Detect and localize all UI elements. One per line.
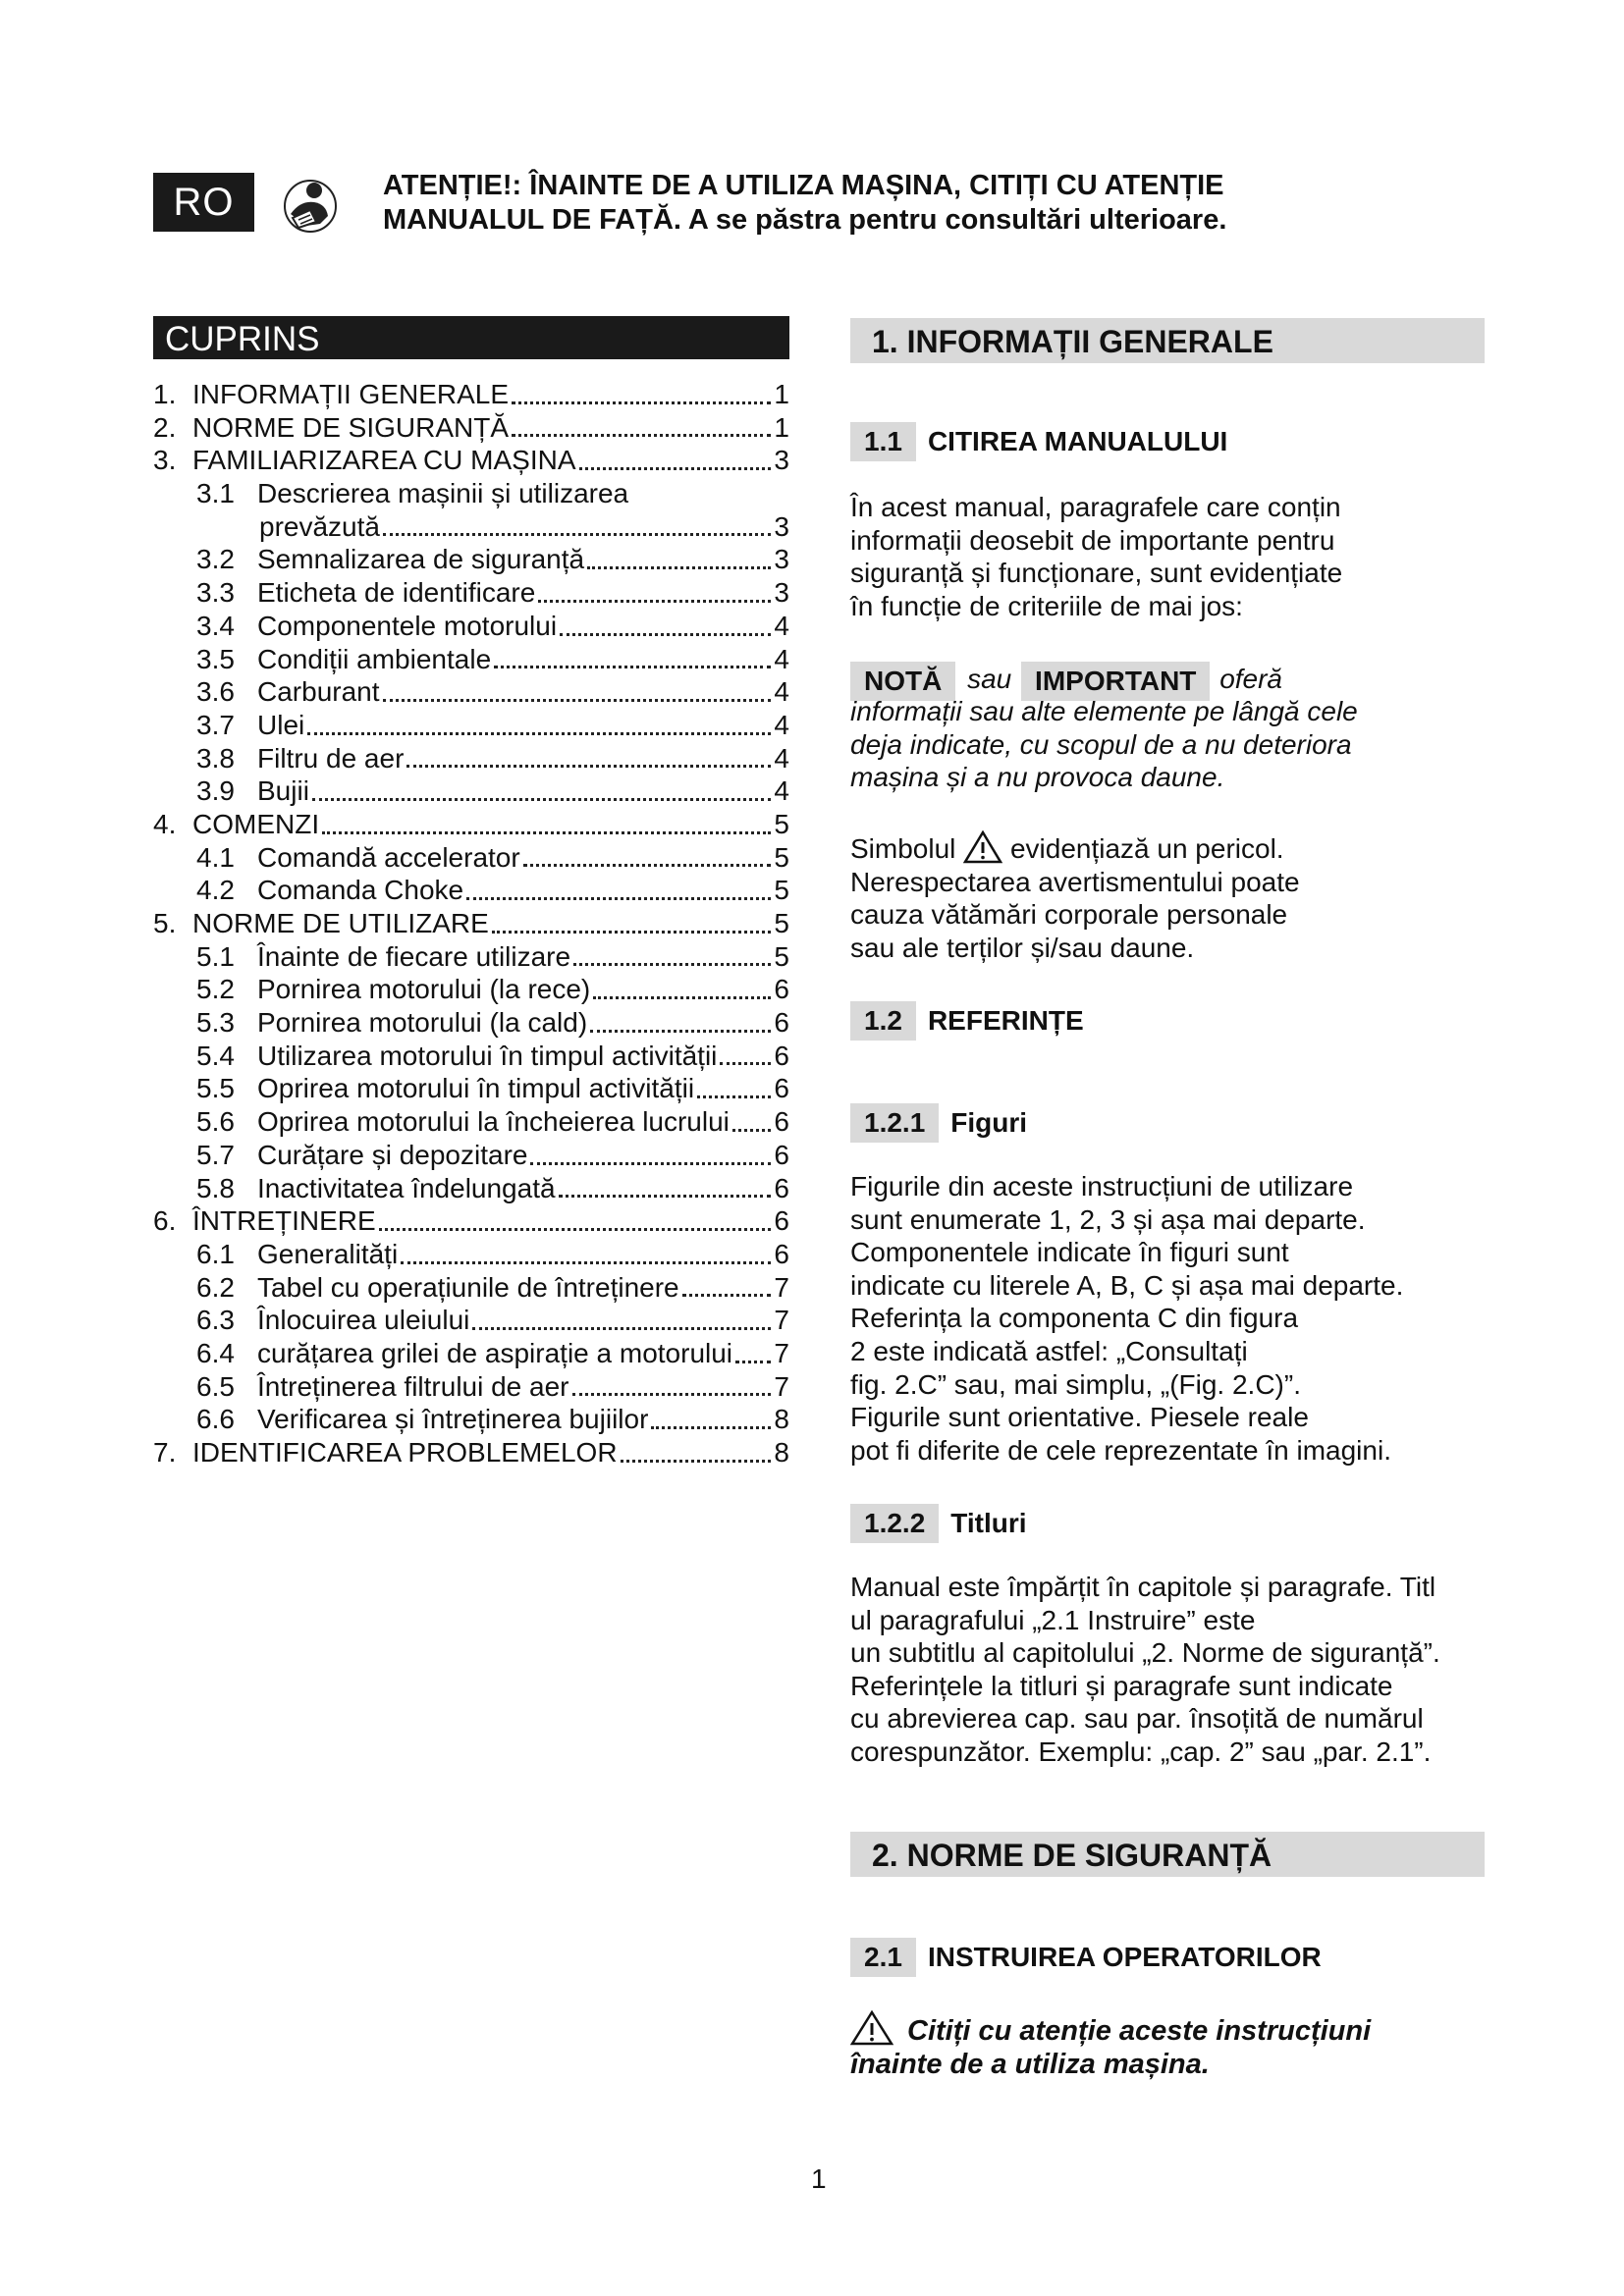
toc-item-number: 3.5: [196, 643, 235, 674]
text-line: sunt enumerate 1, 2, 3 și așa mai departe.: [850, 1203, 1366, 1235]
toc-item-label: NORME DE SIGURANȚĂ: [192, 411, 510, 443]
toc-item[interactable]: [153, 974, 789, 1007]
toc-leader-dots: [651, 1426, 771, 1429]
section-2-title: 2. NORME DE SIGURANȚĂ: [850, 1832, 1485, 1877]
subsection-1-2-heading: [850, 1001, 1084, 1041]
section-1-title: 1. INFORMAȚII GENERALE: [850, 318, 1485, 363]
toc-item-number: 5.7: [196, 1139, 235, 1170]
toc-item-label: Comandă accelerator: [257, 841, 520, 873]
toc-item-number: 7.: [153, 1437, 177, 1468]
toc-item-label: Filtru de aer: [257, 742, 405, 774]
text-line: fig. 2.C” sau, mai simplu, „(Fig. 2.C)”.: [850, 1368, 1301, 1400]
note-important-block: [850, 660, 1498, 794]
toc-item[interactable]: [153, 875, 789, 908]
text-line: cu abrevierea cap. sau par. însoțită de numărul: [850, 1703, 1424, 1735]
toc-item-number: 6.2: [196, 1271, 235, 1303]
toc-title: CUPRINS: [153, 316, 789, 359]
toc-item[interactable]: [153, 412, 789, 446]
toc-item-continuation[interactable]: [153, 511, 789, 545]
toc-leader-dots: [512, 434, 771, 437]
text-line: în funcție de criteriile de mai jos:: [850, 590, 1243, 621]
note-text-first: oferă: [1219, 664, 1283, 694]
important-tag: IMPORTANT: [1021, 662, 1210, 701]
text-line: Referințele la titluri și paragrafe sunt indicate: [850, 1670, 1393, 1701]
table-of-contents: [153, 379, 789, 1470]
toc-leader-dots: [720, 1062, 771, 1065]
warning-triangle-icon: [850, 2010, 893, 2046]
text-line: Figurile sunt orientative. Piesele reale: [850, 1402, 1309, 1433]
subsection-1-2-2-heading: [850, 1504, 1027, 1543]
text-line: 2 este indicată astfel: „Consultați: [850, 1335, 1248, 1366]
toc-item-number: 3.9: [196, 775, 235, 807]
toc-item[interactable]: [153, 1173, 789, 1206]
toc-item-label: prevăzută: [259, 510, 380, 542]
toc-item-label: Întreținerea filtrului de aer: [257, 1370, 569, 1402]
warning-line-2: MANUALUL DE FAȚĂ. A se păstra pentru consultări ulterioare.: [383, 204, 1227, 236]
toc-item-page: 6: [774, 1106, 789, 1138]
toc-item[interactable]: [153, 710, 789, 743]
toc-item-number: 6.3: [196, 1305, 235, 1336]
toc-item[interactable]: [153, 809, 789, 842]
toc-item-page: 7: [774, 1271, 789, 1303]
text-line: Manual este împărțit în capitole și paragrafe. Titl: [850, 1572, 1436, 1602]
toc-item-page: 6: [774, 1073, 789, 1104]
toc-item-page: 5: [774, 940, 789, 972]
toc-item-number: 4.: [153, 808, 177, 839]
toc-item[interactable]: [153, 478, 789, 511]
toc-item-label: NORME DE UTILIZARE: [192, 908, 489, 938]
text-line: siguranță și funcționare, sunt evidențiate: [850, 558, 1343, 589]
toc-item-page: 4: [774, 643, 789, 674]
toc-item[interactable]: [153, 908, 789, 941]
subsection-1-2-1-heading: [850, 1103, 1027, 1143]
toc-item-label: Oprirea motorului la încheierea lucrului: [257, 1106, 730, 1138]
toc-item[interactable]: [153, 1371, 789, 1405]
toc-item-number: 5.6: [196, 1106, 235, 1138]
toc-item-page: 4: [774, 775, 789, 807]
text-line: În acest manual, paragrafele care conțin: [850, 492, 1341, 522]
text-line: Componentele indicate în figuri sunt: [850, 1237, 1289, 1268]
toc-item-number: 3.8: [196, 742, 235, 774]
toc-item[interactable]: [153, 775, 789, 809]
toc-item-page: 3: [774, 577, 789, 609]
toc-item-label: INFORMAȚII GENERALE: [192, 379, 510, 409]
toc-leader-dots: [466, 897, 771, 900]
toc-item-number: 5.2: [196, 974, 235, 1005]
toc-leader-dots: [307, 732, 771, 735]
toc-item-number: 6.4: [196, 1337, 235, 1368]
toc-item-number: 3.2: [196, 544, 235, 575]
toc-item-page: 5: [774, 875, 789, 906]
toc-item-page: 3: [774, 544, 789, 575]
text-line: informații sau alte elemente pe lângă cele: [850, 696, 1358, 726]
subsection-1-1-heading: [850, 422, 1227, 461]
toc-leader-dots: [512, 401, 771, 404]
toc-leader-dots: [494, 666, 771, 668]
toc-item-label: Pornirea motorului (la rece): [257, 974, 591, 1005]
toc-item-page: 8: [774, 1437, 789, 1468]
toc-item-label: Bujii: [257, 775, 309, 807]
toc-item-page: 4: [774, 742, 789, 774]
read-manual-icon: [277, 175, 340, 238]
toc-item-number: 3.4: [196, 610, 235, 641]
toc-leader-dots: [697, 1095, 771, 1098]
subsection-title: INSTRUIREA OPERATORILOR: [927, 1942, 1322, 1972]
subsection-title: CITIREA MANUALULUI: [927, 426, 1228, 456]
toc-leader-dots: [523, 864, 772, 867]
toc-item-page: 6: [774, 1007, 789, 1039]
toc-item-label: Componentele motorului: [257, 610, 558, 641]
toc-item[interactable]: [153, 1073, 789, 1106]
toc-item[interactable]: [153, 1106, 789, 1140]
toc-item-label: Semnalizarea de siguranță: [257, 544, 585, 575]
toc-item-number: 3.: [153, 445, 177, 476]
toc-item-label: Carburant: [257, 676, 380, 708]
warning-triangle-icon: [963, 830, 1002, 864]
toc-item-page: 1: [774, 411, 789, 443]
toc-item-page: 7: [774, 1305, 789, 1336]
toc-item-number: 2.: [153, 411, 177, 443]
text-line: deja indicate, cu scopul de a nu deteriora: [850, 728, 1352, 760]
toc-item-page: 5: [774, 808, 789, 839]
toc-item-number: 3.6: [196, 676, 235, 708]
toc-item[interactable]: [153, 1437, 789, 1470]
toc-item[interactable]: [153, 1205, 789, 1239]
paragraph-figures: [850, 1170, 1498, 1467]
toc-item-label: Pornirea motorului (la cald): [257, 1007, 588, 1039]
toc-leader-dots: [383, 699, 772, 702]
toc-item-page: 6: [774, 1040, 789, 1071]
toc-item-label: Descrierea mașinii și utilizarea: [257, 478, 629, 509]
toc-item-label: Înainte de fiecare utilizare: [257, 940, 571, 972]
toc-item-number: 6.: [153, 1205, 177, 1237]
text-line: Figurile din aceste instrucțiuni de utilizare: [850, 1171, 1354, 1201]
toc-item-label: Condiții ambientale: [257, 643, 492, 674]
paragraph-titles: [850, 1571, 1498, 1769]
toc-item-label: Generalități: [257, 1238, 399, 1269]
toc-item-page: 4: [774, 709, 789, 740]
toc-item-page: 3: [774, 445, 789, 476]
toc-item-label: Curățare și depozitare: [257, 1139, 528, 1170]
toc-item-page: 1: [774, 379, 789, 409]
toc-item-label: Oprirea motorului în timpul activității: [257, 1073, 695, 1104]
toc-leader-dots: [682, 1294, 772, 1297]
toc-item-label: curățarea grilei de aspirație a motorului: [257, 1337, 733, 1368]
toc-item-number: 5.8: [196, 1172, 235, 1203]
toc-leader-dots: [559, 1195, 772, 1198]
text-line: mașina și a nu provoca daune.: [850, 762, 1225, 793]
toc-item-page: 6: [774, 974, 789, 1005]
toc-leader-dots: [472, 1327, 771, 1330]
toc-item-label: Tabel cu operațiunile de întreținere: [257, 1271, 679, 1303]
toc-item-page: 5: [774, 908, 789, 938]
toc-item-number: 5.: [153, 908, 177, 938]
toc-item[interactable]: [153, 1305, 789, 1338]
subsection-title: Figuri: [950, 1107, 1028, 1138]
toc-item-label: Înlocuirea uleiului: [257, 1305, 470, 1336]
toc-item-label: COMENZI: [192, 808, 320, 839]
subsection-number: 2.1: [850, 1938, 916, 1977]
toc-item[interactable]: [153, 577, 789, 611]
note-tag: NOTĂ: [850, 662, 955, 701]
toc-item-number: 6.6: [196, 1404, 235, 1435]
text-line: indicate cu literele A, B, C și așa mai departe.: [850, 1269, 1404, 1301]
toc-item-page: 7: [774, 1370, 789, 1402]
toc-item-number: 6.1: [196, 1238, 235, 1269]
warning-line-2: înainte de a utiliza mașina.: [850, 2049, 1210, 2080]
toc-leader-dots: [383, 533, 771, 536]
toc-item-number: 4.1: [196, 841, 235, 873]
toc-leader-dots: [573, 963, 771, 966]
subsection-number: 1.2: [850, 1001, 916, 1041]
toc-item[interactable]: [153, 1239, 789, 1272]
text-line: corespunzător. Exemplu: „cap. 2” sau „par. 2.1”.: [850, 1735, 1432, 1767]
subsection-title: REFERINȚE: [927, 1005, 1084, 1036]
text-line: ul paragrafului „2.1 Instruire” este: [850, 1604, 1256, 1635]
toc-item[interactable]: [153, 544, 789, 577]
toc-leader-dots: [406, 765, 771, 768]
toc-item[interactable]: [153, 1140, 789, 1173]
text-line: Referința la componenta C din figura: [850, 1303, 1299, 1334]
danger-symbol-paragraph: [850, 830, 1498, 964]
language-badge: RO: [153, 173, 254, 232]
warning-line-1: ATENȚIE!: ÎNAINTE DE A UTILIZA MAȘINA, CITIȚI CU ATENȚIE: [383, 170, 1224, 201]
manual-warning-header: [383, 169, 1365, 238]
toc-item[interactable]: [153, 1404, 789, 1437]
subsection-title: Titluri: [950, 1508, 1027, 1538]
toc-item[interactable]: [153, 676, 789, 710]
toc-item-page: 6: [774, 1205, 789, 1237]
toc-item[interactable]: [153, 1041, 789, 1074]
toc-item-number: 3.3: [196, 577, 235, 609]
text-line: sau ale terților și/sau daune.: [850, 932, 1195, 963]
toc-item-label: ÎNTREȚINERE: [192, 1205, 376, 1237]
subsection-number: 1.2.1: [850, 1103, 939, 1143]
toc-item[interactable]: [153, 445, 789, 478]
toc-leader-dots: [530, 1162, 771, 1165]
subsection-number: 1.1: [850, 422, 916, 461]
note-sau-text: sau: [967, 664, 1012, 694]
warning-line-1: Citiți cu atenție aceste instrucțiuni: [907, 2015, 1372, 2047]
paragraph-reading-manual: [850, 491, 1498, 622]
toc-item-page: 6: [774, 1238, 789, 1269]
toc-item-label: Ulei: [257, 709, 305, 740]
toc-leader-dots: [572, 1393, 772, 1396]
toc-item-page: 4: [774, 676, 789, 708]
toc-item[interactable]: [153, 941, 789, 975]
toc-item-label: FAMILIARIZAREA CU MAȘINA: [192, 445, 576, 476]
toc-item-number: 5.4: [196, 1040, 235, 1071]
toc-item-number: 4.2: [196, 875, 235, 906]
toc-item-number: 6.5: [196, 1370, 235, 1402]
toc-item[interactable]: [153, 743, 789, 776]
toc-item-number: 5.5: [196, 1073, 235, 1104]
toc-item-page: 5: [774, 841, 789, 873]
toc-item-label: Inactivitatea îndelungată: [257, 1172, 556, 1203]
toc-item-label: IDENTIFICAREA PROBLEMELOR: [192, 1437, 618, 1468]
read-instructions-warning: [850, 2010, 1498, 2081]
symbol-pre-text: Simbolul: [850, 833, 956, 864]
toc-item-page: 4: [774, 610, 789, 641]
toc-leader-dots: [538, 600, 771, 603]
text-line: pot fi diferite de cele reprezentate în imagini.: [850, 1434, 1391, 1466]
toc-leader-dots: [587, 566, 771, 569]
toc-item-label: Verificarea și întreținerea bujiilor: [257, 1404, 649, 1435]
toc-item[interactable]: [153, 379, 789, 412]
toc-leader-dots: [593, 996, 771, 999]
toc-leader-dots: [560, 633, 771, 636]
toc-item-page: 6: [774, 1139, 789, 1170]
toc-item[interactable]: [153, 1338, 789, 1371]
toc-item-number: 5.1: [196, 940, 235, 972]
toc-item-page: 3: [774, 510, 789, 542]
text-line: Nerespectarea avertismentului poate: [850, 866, 1300, 897]
toc-item[interactable]: [153, 1272, 789, 1306]
toc-leader-dots: [401, 1261, 771, 1264]
toc-leader-dots: [492, 931, 772, 934]
page-number: 1: [811, 2163, 827, 2194]
toc-item-number: 3.7: [196, 709, 235, 740]
text-line: un subtitlu al capitolului „2. Norme de siguranță”.: [850, 1637, 1440, 1669]
toc-item-page: 7: [774, 1337, 789, 1368]
subsection-2-1-heading: [850, 1938, 1322, 1977]
toc-item-page: 6: [774, 1172, 789, 1203]
toc-item[interactable]: [153, 644, 789, 677]
toc-leader-dots: [732, 1129, 772, 1132]
toc-item[interactable]: [153, 611, 789, 644]
toc-leader-dots: [379, 1228, 772, 1231]
toc-item[interactable]: [153, 842, 789, 876]
toc-item-label: Utilizarea motorului în timpul activității: [257, 1040, 718, 1071]
toc-item-number: 3.1: [196, 478, 235, 509]
text-line: cauza vătămări corporale personale: [850, 899, 1288, 931]
text-line: informații deosebit de importante pentru: [850, 524, 1335, 556]
symbol-post-text: evidențiază un pericol.: [1009, 833, 1284, 864]
toc-item-number: 5.3: [196, 1007, 235, 1039]
toc-item-label: Eticheta de identificare: [257, 577, 536, 609]
toc-leader-dots: [579, 467, 772, 470]
toc-item[interactable]: [153, 1007, 789, 1041]
toc-leader-dots: [621, 1460, 772, 1463]
toc-leader-dots: [590, 1030, 771, 1033]
toc-leader-dots: [322, 831, 771, 834]
toc-item-number: 1.: [153, 379, 177, 409]
subsection-number: 1.2.2: [850, 1504, 939, 1543]
toc-leader-dots: [312, 798, 772, 801]
toc-leader-dots: [735, 1361, 771, 1363]
toc-item-label: Comanda Choke: [257, 875, 464, 906]
toc-item-page: 8: [774, 1404, 789, 1435]
